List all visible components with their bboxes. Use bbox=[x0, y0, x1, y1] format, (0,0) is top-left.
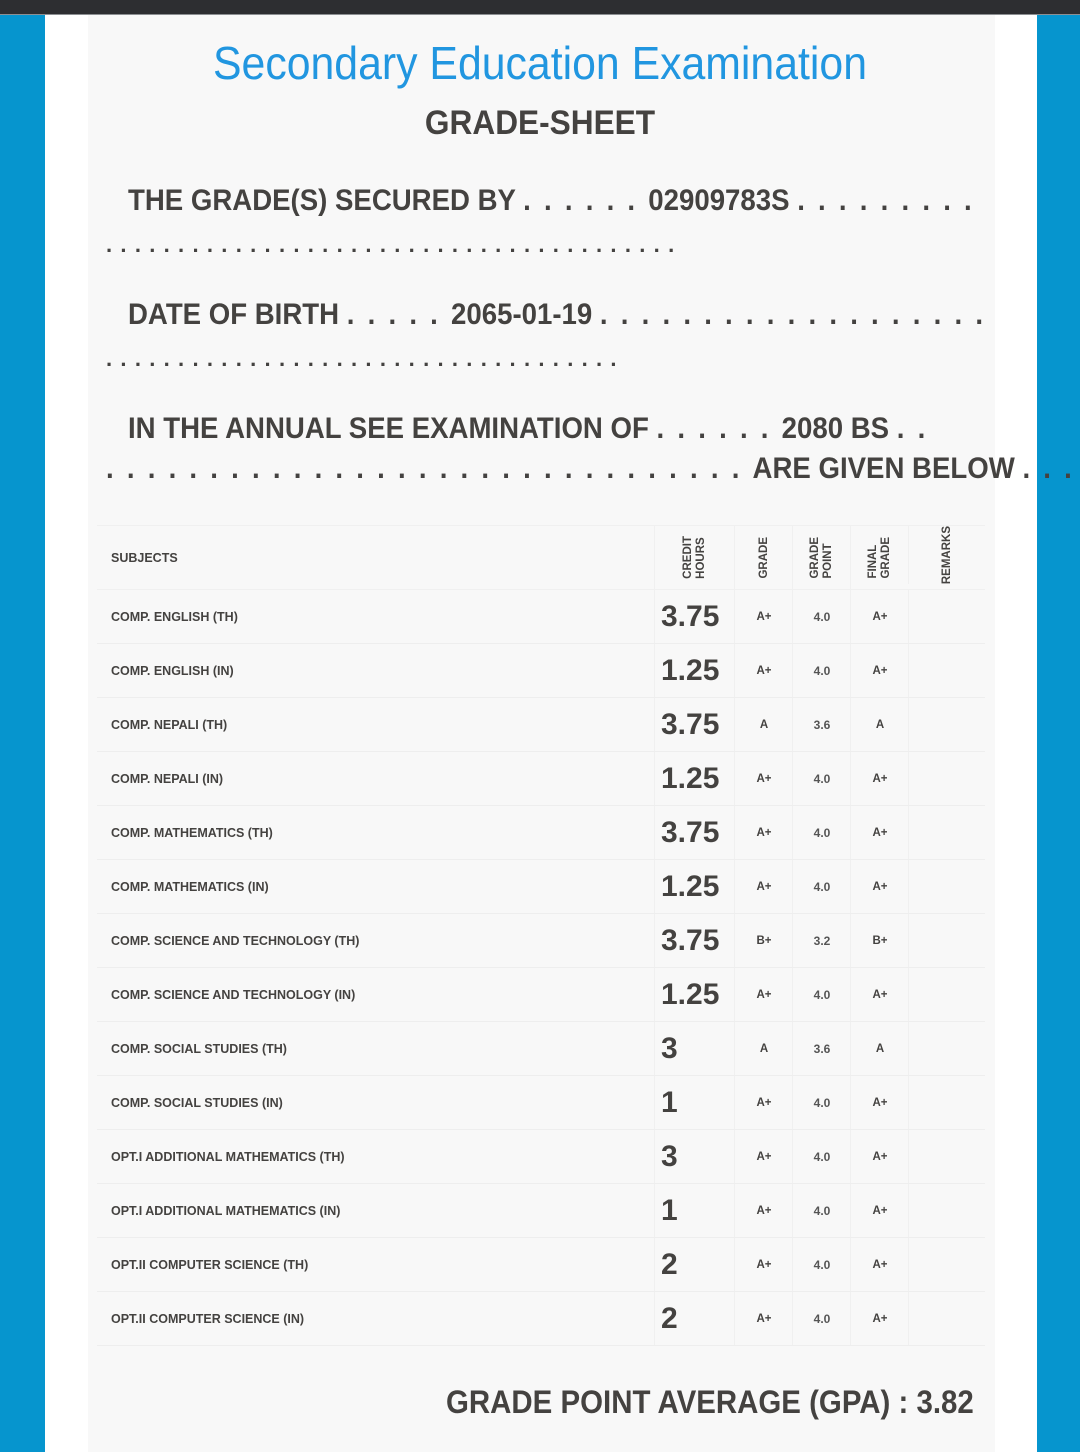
final-grade-cell bbox=[850, 752, 909, 805]
credit-hours: 2 bbox=[661, 1247, 678, 1281]
final-grade: A+ bbox=[872, 610, 888, 623]
final-grade-cell bbox=[850, 1022, 909, 1075]
final-grade: A bbox=[875, 718, 885, 731]
grade-point: 3.2 bbox=[813, 933, 831, 948]
credit-hours-cell bbox=[654, 968, 734, 1021]
grade-cell bbox=[734, 806, 793, 859]
final-grade-cell bbox=[850, 698, 909, 751]
subject-cell bbox=[97, 752, 642, 805]
grades-table bbox=[97, 525, 985, 1346]
final-grade: A+ bbox=[872, 1096, 888, 1109]
credit-hours: 3 bbox=[661, 1139, 678, 1173]
subject-cell bbox=[97, 1292, 642, 1345]
gpa-value: 3.82 bbox=[916, 1384, 974, 1420]
header-subjects: SUBJECTS bbox=[111, 550, 178, 565]
exam-line bbox=[128, 412, 928, 446]
table-row bbox=[97, 914, 985, 968]
remarks-cell bbox=[908, 644, 986, 697]
credit-hours-cell bbox=[654, 1022, 734, 1075]
header-grade-point: GRADE POINT bbox=[809, 536, 834, 579]
remarks-cell bbox=[908, 698, 986, 751]
grade-cell bbox=[734, 1184, 793, 1237]
subject-cell bbox=[97, 1022, 642, 1075]
final-grade: A+ bbox=[872, 1258, 888, 1271]
final-grade-cell bbox=[850, 590, 909, 643]
grade-cell bbox=[734, 752, 793, 805]
credit-hours: 1.25 bbox=[661, 761, 720, 795]
final-grade: A+ bbox=[872, 1204, 888, 1217]
final-grade-cell bbox=[850, 1184, 909, 1237]
grade-point-cell bbox=[792, 860, 851, 913]
table-row bbox=[97, 860, 985, 914]
final-grade: A+ bbox=[872, 664, 888, 677]
grade-point-cell bbox=[792, 914, 851, 967]
header-credit-hours: CREDIT HOURS bbox=[681, 536, 707, 579]
grade-point-cell bbox=[792, 644, 851, 697]
grade-point: 4.0 bbox=[813, 987, 831, 1002]
dot-leader: . . . . . . . . . . . . . . . . . . . bbox=[599, 298, 986, 331]
header-grade-cell bbox=[734, 526, 793, 589]
grade: A+ bbox=[756, 1258, 772, 1271]
subject-cell bbox=[97, 698, 642, 751]
grade-point-cell bbox=[792, 1184, 851, 1237]
table-row bbox=[97, 1292, 985, 1346]
remarks-cell bbox=[908, 806, 986, 859]
grade-point-cell bbox=[792, 1130, 851, 1183]
final-grade-cell bbox=[850, 806, 909, 859]
dot-leader: . . . . . bbox=[346, 298, 452, 331]
subject: OPT.I ADDITIONAL MATHEMATICS (TH) bbox=[111, 1149, 345, 1164]
remarks-cell bbox=[908, 590, 986, 643]
final-grade: B+ bbox=[872, 934, 888, 947]
remarks-cell bbox=[908, 1022, 986, 1075]
remarks-cell bbox=[908, 1076, 986, 1129]
grade-point: 4.0 bbox=[813, 663, 831, 678]
subject-cell bbox=[97, 1184, 642, 1237]
credit-hours-cell bbox=[654, 1184, 734, 1237]
credit-hours: 3.75 bbox=[661, 923, 720, 957]
secured-by-line bbox=[128, 184, 974, 218]
credit-hours: 3.75 bbox=[661, 815, 720, 849]
subject-cell bbox=[97, 644, 642, 697]
grade-point: 4.0 bbox=[813, 1311, 831, 1326]
final-grade: A bbox=[875, 1042, 885, 1055]
remarks-cell bbox=[908, 914, 986, 967]
grade: A+ bbox=[756, 1312, 772, 1325]
dot-leader: . . . . . . . . . bbox=[797, 184, 975, 217]
dob-line bbox=[128, 298, 986, 332]
grade-point: 4.0 bbox=[813, 825, 831, 840]
grade: A bbox=[759, 718, 769, 731]
table-header bbox=[97, 525, 985, 590]
subject-cell bbox=[97, 590, 642, 643]
grade-cell bbox=[734, 1292, 793, 1345]
table-row bbox=[97, 644, 985, 698]
grade-cell bbox=[734, 1130, 793, 1183]
subject: COMP. ENGLISH (TH) bbox=[111, 609, 238, 624]
grade-point-cell bbox=[792, 1292, 851, 1345]
credit-hours: 1.25 bbox=[661, 977, 720, 1011]
credit-hours-cell bbox=[654, 860, 734, 913]
grade-point-cell bbox=[792, 752, 851, 805]
table-row bbox=[97, 1022, 985, 1076]
table-row bbox=[97, 1238, 985, 1292]
subject: COMP. MATHEMATICS (IN) bbox=[111, 879, 269, 894]
grade-cell bbox=[734, 590, 793, 643]
credit-hours-cell bbox=[654, 644, 734, 697]
table-row bbox=[97, 698, 985, 752]
final-grade: A+ bbox=[872, 826, 888, 839]
remarks-cell bbox=[908, 752, 986, 805]
exam-label: IN THE ANNUAL SEE EXAMINATION OF bbox=[128, 412, 649, 445]
final-grade: A+ bbox=[872, 772, 888, 785]
grade-point-cell bbox=[792, 1238, 851, 1291]
grade: A+ bbox=[756, 1204, 772, 1217]
final-grade: A+ bbox=[872, 1312, 888, 1325]
credit-hours: 1 bbox=[661, 1085, 678, 1119]
grade: A+ bbox=[756, 772, 772, 785]
table-row bbox=[97, 1076, 985, 1130]
grade-cell bbox=[734, 860, 793, 913]
subject-cell bbox=[97, 1076, 642, 1129]
grade-point-cell bbox=[792, 806, 851, 859]
credit-hours-cell bbox=[654, 698, 734, 751]
grade-point: 4.0 bbox=[813, 771, 831, 786]
grade-sheet-heading: GRADE-SHEET bbox=[424, 104, 656, 142]
grade-point: 4.0 bbox=[813, 1203, 831, 1218]
table-row bbox=[97, 590, 985, 644]
subject: OPT.II COMPUTER SCIENCE (TH) bbox=[111, 1257, 309, 1272]
dob-value: 2065-01-19 bbox=[451, 298, 593, 331]
table-row bbox=[97, 1130, 985, 1184]
credit-hours-cell bbox=[654, 1238, 734, 1291]
subject: COMP. MATHEMATICS (TH) bbox=[111, 825, 273, 840]
grade-point: 4.0 bbox=[813, 879, 831, 894]
grade-point: 4.0 bbox=[813, 1257, 831, 1272]
final-grade: A+ bbox=[872, 988, 888, 1001]
remarks-cell bbox=[908, 1130, 986, 1183]
table-body bbox=[97, 590, 985, 1346]
remarks-cell bbox=[908, 1184, 986, 1237]
subject-cell bbox=[97, 1238, 642, 1291]
credit-hours-cell bbox=[654, 1076, 734, 1129]
dot-leader: . . . bbox=[1022, 452, 1075, 485]
grade-point: 4.0 bbox=[813, 609, 831, 624]
credit-hours: 1.25 bbox=[661, 653, 720, 687]
subject: COMP. ENGLISH (IN) bbox=[111, 663, 234, 678]
table-row bbox=[97, 1184, 985, 1238]
grade-point-cell bbox=[792, 968, 851, 1021]
dot-leader-row: .................................... bbox=[106, 346, 625, 371]
table-row bbox=[97, 752, 985, 806]
given-below-line bbox=[106, 452, 1075, 486]
credit-hours-cell bbox=[654, 914, 734, 967]
grade: A+ bbox=[756, 880, 772, 893]
credit-hours: 1 bbox=[661, 1193, 678, 1227]
remarks-cell bbox=[908, 860, 986, 913]
dot-leader: . . bbox=[896, 412, 929, 445]
header-final-grade: FINAL GRADE bbox=[867, 536, 892, 579]
grade-cell bbox=[734, 644, 793, 697]
grade-cell bbox=[734, 1022, 793, 1075]
exam-year: 2080 BS bbox=[781, 412, 890, 445]
table-row bbox=[97, 806, 985, 860]
credit-hours: 3.75 bbox=[661, 707, 720, 741]
header-remarks: REMARKS bbox=[941, 526, 953, 585]
subject-cell bbox=[97, 914, 642, 967]
final-grade-cell bbox=[850, 1076, 909, 1129]
subject-cell bbox=[97, 860, 642, 913]
grade-cell bbox=[734, 968, 793, 1021]
final-grade-cell bbox=[850, 914, 909, 967]
grade-cell bbox=[734, 1238, 793, 1291]
subject: COMP. SOCIAL STUDIES (IN) bbox=[111, 1095, 283, 1110]
gpa-label: GRADE POINT AVERAGE (GPA) : bbox=[446, 1384, 909, 1420]
grade: A bbox=[759, 1042, 769, 1055]
grade-point: 3.6 bbox=[813, 717, 831, 732]
grade: A+ bbox=[756, 664, 772, 677]
grade: A+ bbox=[756, 610, 772, 623]
subject-cell bbox=[97, 1130, 642, 1183]
grade-point-cell bbox=[792, 1022, 851, 1075]
grade: A+ bbox=[756, 826, 772, 839]
grade-point-cell bbox=[792, 698, 851, 751]
given-below-text: ARE GIVEN BELOW bbox=[752, 452, 1015, 485]
dot-leader: . . . . . . bbox=[523, 184, 649, 217]
header-final-grade-cell bbox=[850, 526, 909, 589]
credit-hours-cell bbox=[654, 806, 734, 859]
remarks-cell bbox=[908, 1292, 986, 1345]
subject: OPT.II COMPUTER SCIENCE (IN) bbox=[111, 1311, 305, 1326]
grade-point-cell bbox=[792, 590, 851, 643]
credit-hours-cell bbox=[654, 590, 734, 643]
table-row bbox=[97, 968, 985, 1022]
remarks-cell bbox=[908, 1238, 986, 1291]
header-grade-point-cell bbox=[792, 526, 851, 589]
subject: COMP. SCIENCE AND TECHNOLOGY (IN) bbox=[111, 987, 356, 1002]
status-bar bbox=[0, 0, 1080, 14]
subject: COMP. NEPALI (TH) bbox=[111, 717, 228, 732]
grade-point: 4.0 bbox=[813, 1095, 831, 1110]
subject: COMP. NEPALI (IN) bbox=[111, 771, 224, 786]
dot-leader: . . . . . . . . . . . . . . . . . . . . . . . . . . . . . . . bbox=[106, 452, 753, 485]
grade-cell bbox=[734, 1076, 793, 1129]
grade: A+ bbox=[756, 1096, 772, 1109]
dot-leader-row: ........................................ bbox=[106, 232, 683, 257]
final-grade-cell bbox=[850, 1292, 909, 1345]
final-grade: A+ bbox=[872, 1150, 888, 1163]
grade-cell bbox=[734, 698, 793, 751]
grade: B+ bbox=[756, 934, 772, 947]
final-grade-cell bbox=[850, 1130, 909, 1183]
final-grade-cell bbox=[850, 1238, 909, 1291]
header-credit-cell bbox=[654, 526, 734, 589]
credit-hours: 2 bbox=[661, 1301, 678, 1335]
grade-point: 4.0 bbox=[813, 1149, 831, 1164]
grade-cell bbox=[734, 914, 793, 967]
subject-cell bbox=[97, 806, 642, 859]
grade: A+ bbox=[756, 988, 772, 1001]
exam-title: Secondary Education Examination bbox=[213, 37, 867, 89]
final-grade-cell bbox=[850, 860, 909, 913]
credit-hours: 1.25 bbox=[661, 869, 720, 903]
credit-hours: 3.75 bbox=[661, 599, 720, 633]
header-grade: GRADE bbox=[757, 536, 770, 579]
final-grade-cell bbox=[850, 644, 909, 697]
dot-leader: . . . . . . bbox=[656, 412, 782, 445]
header-subjects-cell bbox=[97, 526, 642, 589]
secured-by-label: THE GRADE(S) SECURED BY bbox=[128, 184, 516, 217]
grade-point: 3.6 bbox=[813, 1041, 831, 1056]
subject: COMP. SOCIAL STUDIES (TH) bbox=[111, 1041, 287, 1056]
credit-hours-cell bbox=[654, 752, 734, 805]
remarks-cell bbox=[908, 968, 986, 1021]
grade: A+ bbox=[756, 1150, 772, 1163]
subject: OPT.I ADDITIONAL MATHEMATICS (IN) bbox=[111, 1203, 341, 1218]
grade-point-cell bbox=[792, 1076, 851, 1129]
symbol-number: 02909783S bbox=[648, 184, 790, 217]
subject-cell bbox=[97, 968, 642, 1021]
subject: COMP. SCIENCE AND TECHNOLOGY (TH) bbox=[111, 933, 360, 948]
gpa-line bbox=[446, 1384, 974, 1421]
credit-hours-cell bbox=[654, 1292, 734, 1345]
credit-hours: 3 bbox=[661, 1031, 678, 1065]
final-grade: A+ bbox=[872, 880, 888, 893]
final-grade-cell bbox=[850, 968, 909, 1021]
header-remarks-cell bbox=[908, 526, 986, 584]
dob-label: DATE OF BIRTH bbox=[128, 298, 340, 331]
credit-hours-cell bbox=[654, 1130, 734, 1183]
